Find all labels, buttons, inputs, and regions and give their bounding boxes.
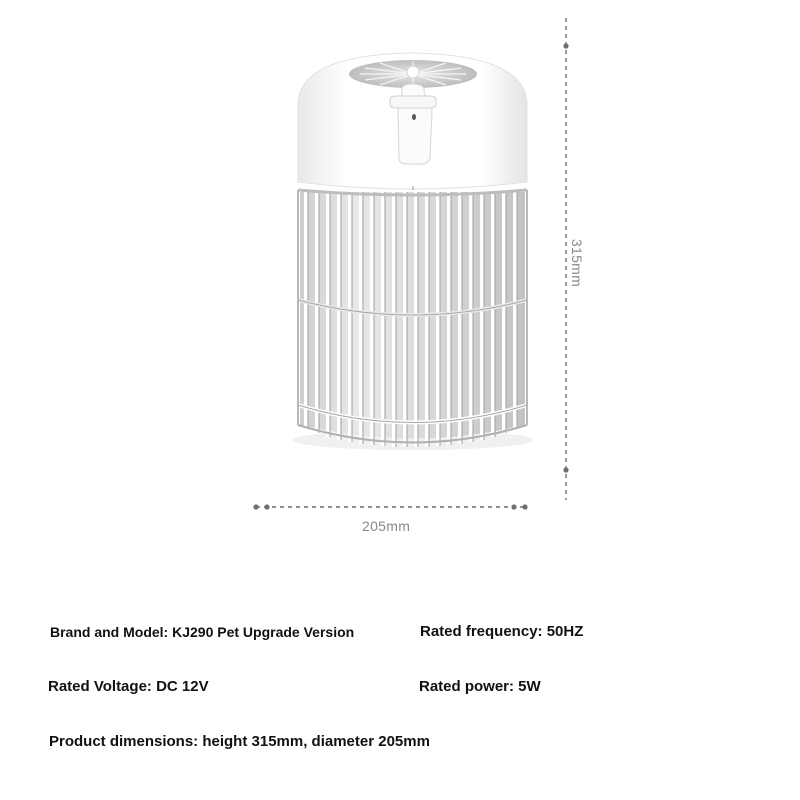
spec-rated-power: Rated power: 5W bbox=[419, 678, 541, 695]
spec-rated-voltage: Rated Voltage: DC 12V bbox=[48, 678, 209, 695]
height-dimension-label: 315mm bbox=[569, 238, 586, 288]
width-dimension-label: 205mm bbox=[362, 518, 411, 534]
spec-rated-frequency: Rated frequency: 50HZ bbox=[420, 623, 584, 640]
spec-product-dimensions: Product dimensions: height 315mm, diameter 205mm bbox=[49, 733, 430, 750]
spec-brand-model: Brand and Model: KJ290 Pet Upgrade Version bbox=[50, 624, 355, 640]
